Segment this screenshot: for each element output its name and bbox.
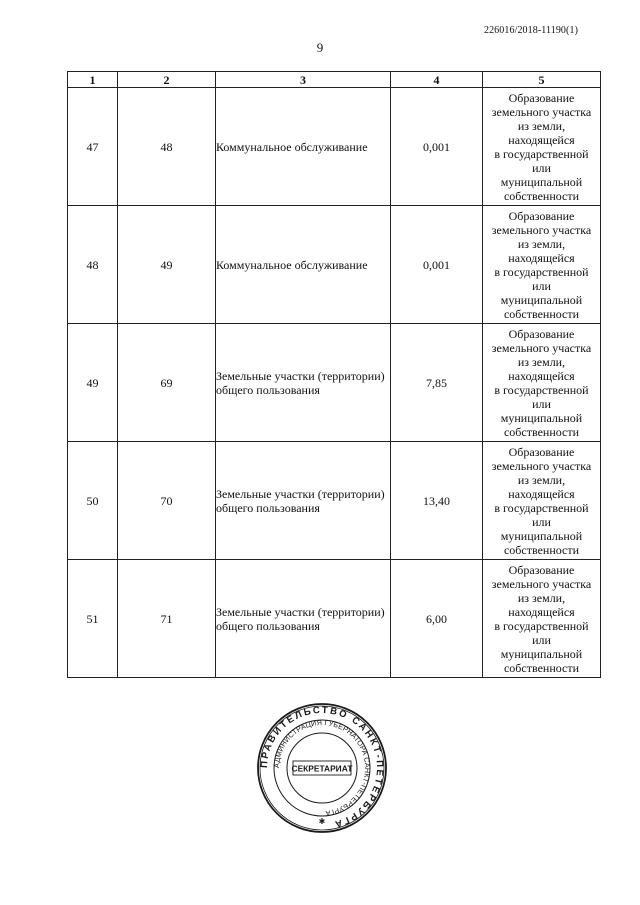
formation-method-cell: Образование земельного участка из земли, находящейся в государственной или муниципальной собственности	[483, 324, 601, 442]
seal-star-icon: ✱	[318, 817, 326, 826]
table-row	[68, 442, 601, 560]
secretariat-seal	[256, 702, 388, 834]
table-row	[68, 206, 601, 324]
formation-method-cell: Образование земельного участка из земли, находящейся в государственной или муниципальной собственности	[483, 88, 601, 206]
table-row	[68, 88, 601, 206]
formation-method-cell: Образование земельного участка из земли, находящейся в государственной или муниципальной собственности	[483, 206, 601, 324]
parcel-number-cell: 70	[118, 442, 216, 560]
seal-center-text: СЕКРЕТАРИАТ	[291, 763, 353, 774]
column-header: 3	[216, 72, 391, 88]
parcel-number-cell: 71	[118, 560, 216, 678]
area-cell: 7,85	[391, 324, 483, 442]
document-id: 226016/2018-11190(1)	[483, 25, 578, 36]
column-header: 2	[118, 72, 216, 88]
parcel-number-cell: 48	[118, 88, 216, 206]
seal-outer-text: ПРАВИТЕЛЬСТВО САНКТ-ПЕТЕРБУРГА	[258, 704, 386, 830]
column-header: 4	[391, 72, 483, 88]
table-header-row	[68, 72, 601, 88]
table-row	[68, 324, 601, 442]
formation-method-cell: Образование земельного участка из земли, находящейся в государственной или муниципальной собственности	[483, 442, 601, 560]
area-cell: 0,001	[391, 206, 483, 324]
column-header: 1	[68, 72, 118, 88]
row-number-cell: 49	[68, 324, 118, 442]
row-number-cell: 51	[68, 560, 118, 678]
permitted-use-cell: Коммунальное обслуживание	[216, 206, 391, 324]
row-number-cell: 50	[68, 442, 118, 560]
area-cell: 6,00	[391, 560, 483, 678]
permitted-use-cell: Коммунальное обслуживание	[216, 88, 391, 206]
permitted-use-cell: Земельные участки (территории) общего пользования	[216, 324, 391, 442]
seal-inner-text: АДМИНИСТРАЦИЯ ГУБЕРНАТОРА САНКТ-ПЕТЕРБУРГА	[271, 717, 373, 818]
parcel-table	[67, 71, 601, 678]
area-cell: 0,001	[391, 88, 483, 206]
parcel-number-cell: 69	[118, 324, 216, 442]
area-cell: 13,40	[391, 442, 483, 560]
permitted-use-cell: Земельные участки (территории) общего пользования	[216, 560, 391, 678]
column-header: 5	[483, 72, 601, 88]
row-number-cell: 48	[68, 206, 118, 324]
parcel-number-cell: 49	[118, 206, 216, 324]
permitted-use-cell: Земельные участки (территории) общего пользования	[216, 442, 391, 560]
table-row	[68, 560, 601, 678]
row-number-cell: 47	[68, 88, 118, 206]
page-number: 9	[316, 40, 324, 55]
formation-method-cell: Образование земельного участка из земли, находящейся в государственной или муниципальной собственности	[483, 560, 601, 678]
